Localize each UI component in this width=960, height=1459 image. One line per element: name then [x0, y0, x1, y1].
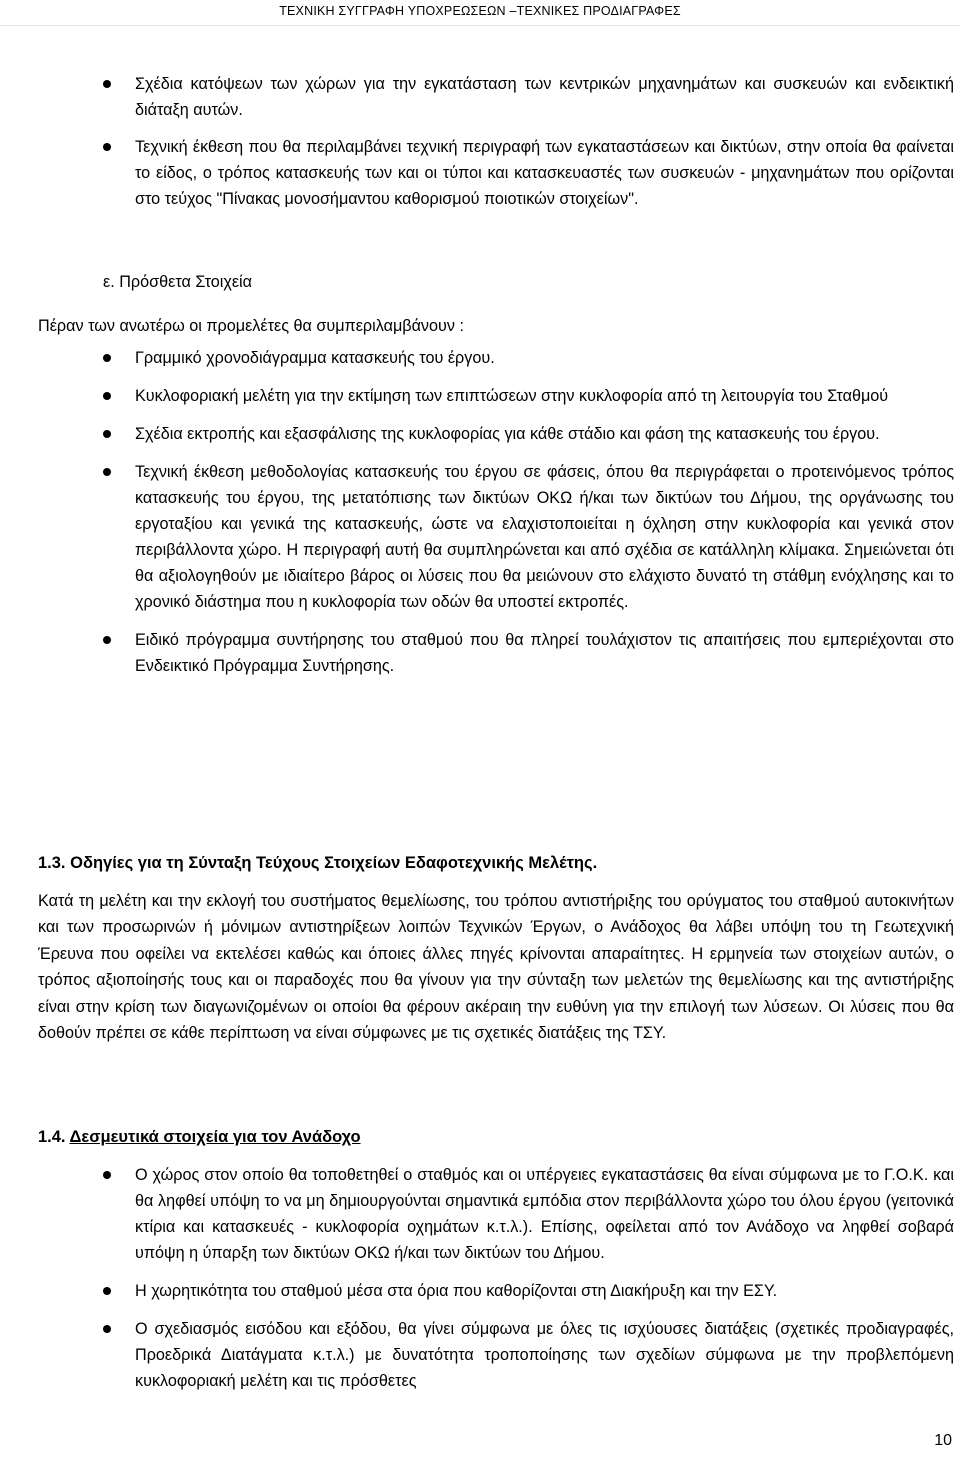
bullet-icon	[103, 1171, 111, 1179]
page-header: ΤΕΧΝΙΚΗ ΣΥΓΓΡΑΦΗ ΥΠΟΧΡΕΩΣΕΩΝ –ΤΕΧΝΙΚΕΣ ΠΡΟΔΙΑΓΡΑΦΕΣ	[279, 4, 681, 18]
list-item: Κυκλοφοριακή μελέτη για την εκτίμηση των επιπτώσεων στην κυκλοφορία από τη λειτουργία του Σταθμού	[0, 383, 960, 409]
section-number: 1.4.	[38, 1128, 66, 1146]
bullet-icon	[103, 1287, 111, 1295]
header-rule	[0, 25, 960, 26]
page-number: 10	[934, 1432, 952, 1449]
bullet-icon	[103, 392, 111, 400]
bullet-list-binding	[0, 1162, 960, 1394]
section-title-1-3	[38, 850, 597, 876]
bullet-list-additional	[0, 345, 960, 679]
list-item: Γραμμικό χρονοδιάγραμμα κατασκευής του έργου.	[0, 345, 960, 371]
list-item: Ο χώρος στον οποίο θα τοποθετηθεί ο σταθμός και οι υπέργειες εγκαταστάσεις θα είναι σύμφωνα με το Γ.Ο.Κ. και θα ληφθεί υπόψη το να μη δημιουργούνται σημαντικά εμπόδια στον περιβάλλοντα χώρο του όλου έργου (γειτονικά κτίρια και κατασκευές - κυκλοφορία οχημάτων κ.τ.λ.). Επίσης, οφείλεται από τον Ανάδοχο να ληφθεί σοβαρά υπόψη η ύπαρξη των δικτύων ΟΚΩ ή/και των δικτύων του Δήμου.	[0, 1162, 960, 1266]
section-body: Κατά τη μελέτη και την εκλογή του συστήματος θεμελίωσης, του τρόπου αντιστήριξης του ορύγματος του σταθμού αυτοκινήτων και των προσωρινών ή μόνιμων αντιστηρίξεων λοιπών Τεχνικών Έργων, ο Ανάδοχος θα λάβει υπόψη του τη Γεωτεχνική Έρευνα που οφείλει να εκτελέσει καθώς και όποιες άλλες πηγές κρίνονται απαραίτητες. Η ερμηνεία των στοιχείων αυτών, ο τρόπος αξιοποίησής τους και οι παραδοχές που θα γίνουν για την σύνταξη των μελετών της θεμελίωσης και της αντιστήριξης είναι στην κρίση των διαγωνιζομένων οι οποίοι θα φέρουν ακέραιη την ευθύνη για την επιλογή των λύσεων. Οι λύσεις που θα δοθούν πρέπει σε κάθε περίπτωση να είναι σύμφωνες με τις σχετικές διατάξεις της ΤΣΥ.	[38, 892, 954, 1043]
bullet-icon	[103, 468, 111, 476]
bullet-list-drawings	[0, 71, 960, 212]
list-item: Ειδικό πρόγραμμα συντήρησης του σταθμού που θα πληρεί τουλάχιστον τις απαιτήσεις που εμπεριέχονται στο Ενδεικτικό Πρόγραμμα Συντήρησης.	[0, 627, 960, 679]
list-item: Σχέδια κατόψεων των χώρων για την εγκατάσταση των κεντρικών μηχανημάτων και συσκευών και ενδεικτική διάταξη αυτών.	[0, 71, 960, 123]
section-heading: ε. Πρόσθετα Στοιχεία	[103, 273, 253, 291]
list-item: Ο σχεδιασμός εισόδου και εξόδου, θα γίνει σύμφωνα με όλες τις ισχύουσες διατάξεις (σχετικές προδιαγραφές, Προεδρικά Διατάγματα κ.τ.λ.) με δυνατότητα τροποποίησης των σχεδίων σύμφωνα με την προβλεπόμενη κυκλοφοριακή μελέτη και τις πρόσθετες	[0, 1316, 960, 1394]
section-title-text: Οδηγίες για τη Σύνταξη Τεύχους Στοιχείων Εδαφοτεχνικής Μελέτης.	[70, 854, 598, 872]
list-item: Τεχνική έκθεση μεθοδολογίας κατασκευής του έργου σε φάσεις, όπου θα περιγράφεται ο προτεινόμενος τρόπος κατασκευής του έργου, της μετατόπισης των δικτύων ΟΚΩ ή/και των δικτύων του Δήμου, της οργάνωσης του εργοταξίου και γενικά της κατασκευής, ώστε να ελαχιστοποιείται η όχληση στην κυκλοφορία και γενικά στον περιβάλλοντα χώρο. Η περιγραφή αυτή θα συμπληρώνεται και από σχέδια σε κατάλληλη κλίμακα. Σημειώνεται ότι θα αξιολογηθούν με ιδιαίτερο βάρος οι λύσεις που θα μειώνουν στο ελάχιστο δυνατό τη στάθμη ενόχλησης και το χρονικό διάστημα που η κυκλοφορία των οδών θα υποστεί εκτροπές.	[0, 459, 960, 615]
section-intro: Πέραν των ανωτέρω οι προμελέτες θα συμπεριλαμβάνουν :	[38, 317, 464, 335]
list-item: Τεχνική έκθεση που θα περιλαμβάνει τεχνική περιγραφή των εγκαταστάσεων και δικτύων, στην οποία θα φαίνεται το είδος, ο τρόπος κατασκευής των και οι τύποι και κατασκευαστές των συσκευών - μηχανημάτων που ορίζονται στο τεύχος "Πίνακας μονοσήμαντου καθορισμού ποιοτικών στοιχείων".	[0, 134, 960, 212]
bullet-icon	[103, 1325, 111, 1333]
bullet-icon	[103, 80, 111, 88]
section-title-text: Δεσμευτικά στοιχεία για τον Ανάδοχο	[69, 1128, 361, 1146]
list-item: Η χωρητικότητα του σταθμού μέσα στα όρια που καθορίζονται στη Διακήρυξη και την ΕΣΥ.	[0, 1278, 960, 1304]
bullet-icon	[103, 430, 111, 438]
section-number: 1.3.	[38, 854, 66, 872]
bullet-icon	[103, 636, 111, 644]
list-item: Σχέδια εκτροπής και εξασφάλισης της κυκλοφορίας για κάθε στάδιο και φάση της κατασκευής του έργου.	[0, 421, 960, 447]
bullet-icon	[103, 143, 111, 151]
section-title-1-4	[38, 1124, 361, 1150]
bullet-icon	[103, 354, 111, 362]
